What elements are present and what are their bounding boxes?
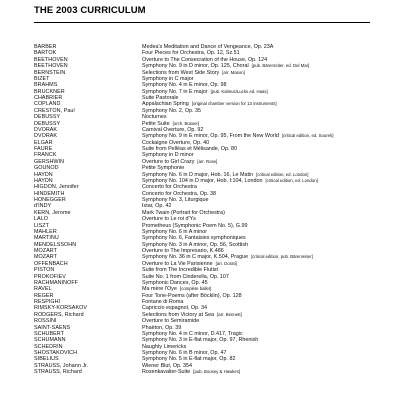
work-title: Ma mère l'Oye — [142, 286, 177, 293]
work-title: Concerto for Orchestra — [142, 184, 197, 191]
edition-note: [arr. Mason] — [222, 69, 245, 75]
edition-note: [critical edition, ed. London] — [265, 177, 318, 183]
composer-name: GERSHWIN — [34, 158, 65, 165]
work-title: Petite Suite — [142, 120, 170, 127]
work-title: Symphony No. 3 in E-flat major, Op. 97, Rhenish — [142, 337, 259, 344]
work-title: Concerto for Orchestra, Op. 38 — [142, 190, 217, 197]
composer-name: COPLAND — [34, 101, 61, 108]
composer-name: MOZART — [34, 254, 57, 261]
work-title: Capriccio espagnol, Op. 34 — [142, 305, 208, 312]
work-title: Symphony No. 5 in E-flat major, Op. 82 — [142, 356, 236, 363]
composer-name: DEBUSSY — [34, 114, 61, 121]
work-title: Rosenkavalier-Suite — [142, 369, 191, 376]
composer-name: BERNSTEIN — [34, 69, 66, 76]
work-title: Cockaigne Overture, Op. 40 — [142, 139, 210, 146]
work-title: Symphony No. 6 in B minor, Op. 47 — [142, 350, 227, 356]
composer-name: DVORAK — [34, 133, 58, 140]
composer-name: RAVEL — [34, 286, 52, 293]
composer-name: PROKOFIEV — [34, 273, 66, 280]
composer-name: GOUNOD — [34, 165, 59, 172]
composer-name: HONEGGER — [34, 197, 66, 203]
work-title: Symphony No. 7 in E major — [142, 88, 208, 95]
work-title: Symphony No. 104 in D major, Hob. I:104, London — [142, 177, 263, 184]
work-title: Symphony in D minor — [142, 152, 194, 159]
work-title: Appalachian Spring — [142, 101, 189, 108]
work-title: Carnival Overture, Op. 92 — [142, 126, 204, 133]
composer-name: HAYDN — [34, 171, 53, 178]
work-title: Four Pieces for Orchestra, Op. 12, Sz.51 — [142, 50, 240, 57]
composer-name: SCHUMANN — [34, 337, 66, 344]
work-title: Overture to Semiramide — [142, 318, 200, 325]
composer-name: SCHUBERT — [34, 330, 64, 337]
page-title: THE 2003 CURRICULUM — [34, 5, 146, 16]
composer-name: STRAUSS, Johann Jr. — [34, 362, 89, 369]
composer-name: HINDEMITH — [34, 190, 65, 197]
edition-note: [critical edition, ed. London] — [256, 171, 309, 177]
work-title: Wiener Blut, Op. 354 — [142, 362, 193, 369]
work-title: Overture to The Impresario, K.486 — [142, 248, 224, 254]
composer-name: d'INDY — [34, 203, 52, 210]
work-title: Symphony No. 36 in C major, K.504, Prague — [142, 254, 249, 261]
composer-name: ELGAR — [34, 139, 53, 146]
composer-name: BIZET — [34, 75, 50, 82]
work-title: Symphony No. 6 in D major, Hob. 16, Le Matin — [142, 171, 254, 178]
work-title: Symphonic Dances, Op. 45 — [142, 279, 208, 286]
work-title: Prometheus (Symphonic Poem No. 5), G.99 — [142, 222, 248, 229]
work-title: Suite from The Incredible Flutist — [142, 267, 219, 274]
work-title: Petite Symphonie — [142, 165, 185, 172]
work-title: Overture to The Consecration of the House, Op. 124 — [142, 56, 268, 63]
work-title: Fontane di Roma — [142, 299, 184, 305]
title-divider — [34, 22, 370, 23]
composer-name: CHABRIER — [34, 95, 63, 101]
work-title: Nocturnes — [142, 114, 167, 121]
work-title: Overture to Le roi d'Ys — [142, 216, 196, 223]
composer-name: HAYDN — [34, 177, 53, 184]
work-title: Mark Twain (Portrait for Orchestra) — [142, 209, 225, 216]
work-title: Symphony No. 4 in C minor, D.417, Tragic — [142, 330, 243, 337]
composer-name: MAHLER — [34, 228, 57, 235]
work-title: Symphony in C major — [142, 75, 194, 82]
composer-name: MARTINU — [34, 235, 59, 242]
work-title: Suite from Pelléas et Mélisande, Op. 80 — [142, 146, 237, 152]
composer-name: CRESTON, Paul — [34, 107, 75, 114]
edition-note: [pub. Bärenreiter, ed. Del Mar] — [251, 63, 310, 69]
composer-name: REGER — [34, 292, 54, 299]
work-title: Overture to Girl Crazy — [142, 158, 195, 165]
list-item — [34, 369, 374, 375]
composer-name: RESPIGHI — [34, 299, 61, 305]
work-title: Symphony No. 9 in D minor, Op. 125, Choral — [142, 63, 249, 70]
composer-name: ROSSINI — [34, 318, 57, 325]
edition-note: [arr. Dorati] — [215, 260, 237, 266]
edition-note: [original chamber version for 13 instruments] — [191, 101, 277, 107]
composer-name: LISZT — [34, 222, 49, 229]
composer-name: MENDELSSOHN — [34, 241, 77, 248]
work-title: Suite Pastorale — [142, 95, 179, 101]
edition-note: [critical edition, pub. Bärenreiter] — [251, 254, 313, 260]
work-title: Istar, Op. 42 — [142, 203, 172, 210]
work-title: Symphony No. 3, Liturgique — [142, 197, 209, 203]
composer-name: RODGERS, Richard — [34, 311, 84, 318]
composer-name: BRAHMS — [34, 82, 58, 89]
composer-name: BARBER — [34, 44, 57, 50]
composer-name: BEETHOVEN — [34, 56, 68, 63]
composer-name: PISTON — [34, 267, 55, 274]
composer-name: FAURE — [34, 146, 53, 152]
composer-name: HIGDON, Jennifer — [34, 184, 79, 191]
work-title: Four Tone-Poems (after Böcklin), Op. 128 — [142, 292, 242, 299]
work-title: Suite No. 1 from Cinderella, Op. 107 — [142, 273, 229, 280]
composer-name: RIMSKY-KORSAKOV — [34, 305, 87, 312]
edition-note: [pub. Kalmus/Lucks ed. Haas] — [210, 88, 268, 94]
composer-name: SIBELIUS — [34, 356, 59, 363]
edition-note: [critical edition, ed. Sourek] — [281, 133, 334, 139]
composer-name: FRANCK — [34, 152, 57, 159]
work-title: Selections from West Side Story — [142, 69, 220, 76]
composer-name: MOZART — [34, 248, 57, 254]
composer-name: BARTOK — [34, 50, 57, 57]
work-title: Symphony No. 6 in A minor — [142, 228, 208, 235]
composer-name: DEBUSSY — [34, 120, 61, 127]
work-title: Medea's Meditation and Dance of Vengeance, Op. 23A — [142, 44, 274, 50]
composer-name: KERN, Jerome — [34, 209, 71, 216]
composer-name: SAINT-SAENS — [34, 324, 71, 331]
work-title: Overture to La Vie Parisienne — [142, 260, 213, 267]
work-title: Symphony No. 4 in E minor, Op. 98 — [142, 82, 227, 89]
work-title: Symphony No. 9 in E minor, Op. 95, From the New World — [142, 133, 279, 140]
edition-note: [orch. Büsser] — [172, 120, 200, 126]
work-title: Selections from Victory at Sea — [142, 311, 215, 318]
composer-name: BRUCKNER — [34, 88, 65, 95]
edition-note: [arr. Rose] — [197, 158, 218, 164]
composer-name: RACHMANINOFF — [34, 279, 79, 286]
work-title: Phaëton, Op. 39 — [142, 324, 182, 331]
composer-name: OFFENBACH — [34, 260, 68, 267]
work-title: Symphony No. 2, Op. 35 — [142, 107, 202, 114]
composer-name: DVORAK — [34, 126, 58, 133]
edition-note: [pub. Boosey & Hawkes] — [193, 369, 241, 375]
composer-name: STRAUSS, Richard — [34, 369, 82, 376]
composer-name: BEETHOVEN — [34, 63, 68, 70]
work-entry — [142, 369, 374, 375]
curriculum-list — [34, 44, 374, 376]
work-title: Symphony No. 6, Fantaisies symphoniques — [142, 235, 246, 242]
edition-note: [complete ballet] — [179, 286, 212, 292]
work-title: Symphony No. 3 in A minor, Op. 56, Scottish — [142, 241, 249, 248]
composer-name: SHOSTAKOVICH — [34, 350, 78, 356]
composer-name: SCHEDRIN — [34, 343, 63, 350]
work-title: Naughty Limericks — [142, 343, 187, 350]
edition-note: [arr. Bennett] — [217, 311, 242, 317]
composer-name: LALO — [34, 216, 48, 223]
